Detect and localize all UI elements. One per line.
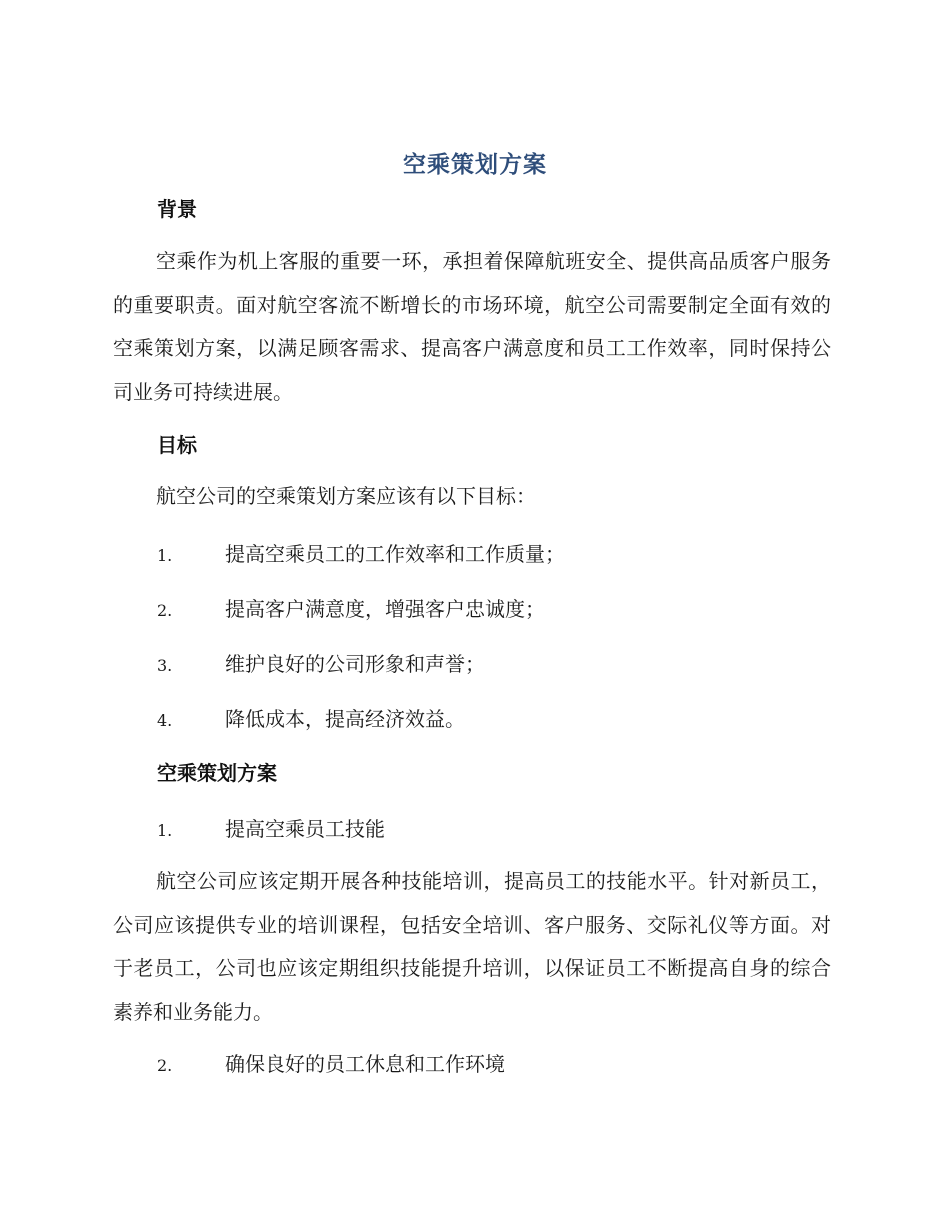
plan-item (157, 1048, 505, 1077)
document-title: 空乘策划方案 (403, 152, 547, 178)
goal-item-text: 降低成本，提高经济效益。 (225, 707, 465, 731)
goals-intro: 航空公司的空乘策划方案应该有以下目标： (156, 484, 536, 508)
goal-item (157, 703, 465, 732)
goal-item (157, 593, 545, 622)
plan-item-number: 2. (157, 1056, 173, 1075)
plan-item-text: 提高空乘员工技能 (225, 817, 385, 841)
goal-item-number: 2. (157, 601, 173, 620)
goal-item-number: 3. (157, 656, 173, 675)
plan-item-number: 1. (157, 821, 173, 840)
goal-item (157, 648, 485, 677)
background-paragraph: 空乘作为机上客服的重要一环，承担着保障航班安全、提供高品质客户服务的重要职责。面对航空客流不断增长的市场环境，航空公司需要制定全面有效的空乘策划方案，以满足顾客需求、提高客户满意度和员工工作效率，同时保持公司业务可持续进展。 (113, 249, 831, 404)
plan-item-paragraph: 航空公司应该定期开展各种技能培训，提高员工的技能水平。针对新员工，公司应该提供专业的培训课程，包括安全培训、客户服务、交际礼仪等方面。对于老员工，公司也应该定期组织技能提升培训，以保证员工不断提高自身的综合素养和业务能力。 (113, 869, 831, 1024)
goal-item-number: 4. (157, 711, 173, 730)
goal-item-number: 1. (157, 546, 173, 565)
goal-item (157, 538, 565, 567)
goal-item-text: 提高客户满意度，增强客户忠诚度； (225, 597, 545, 621)
goal-item-text: 维护良好的公司形象和声誉； (225, 652, 485, 676)
plan-item (157, 813, 385, 842)
plan-item-text: 确保良好的员工休息和工作环境 (225, 1052, 505, 1076)
section-heading-plan: 空乘策划方案 (157, 761, 277, 785)
section-heading-goals: 目标 (157, 433, 197, 457)
goal-item-text: 提高空乘员工的工作效率和工作质量； (225, 542, 565, 566)
section-heading-background: 背景 (157, 197, 197, 221)
